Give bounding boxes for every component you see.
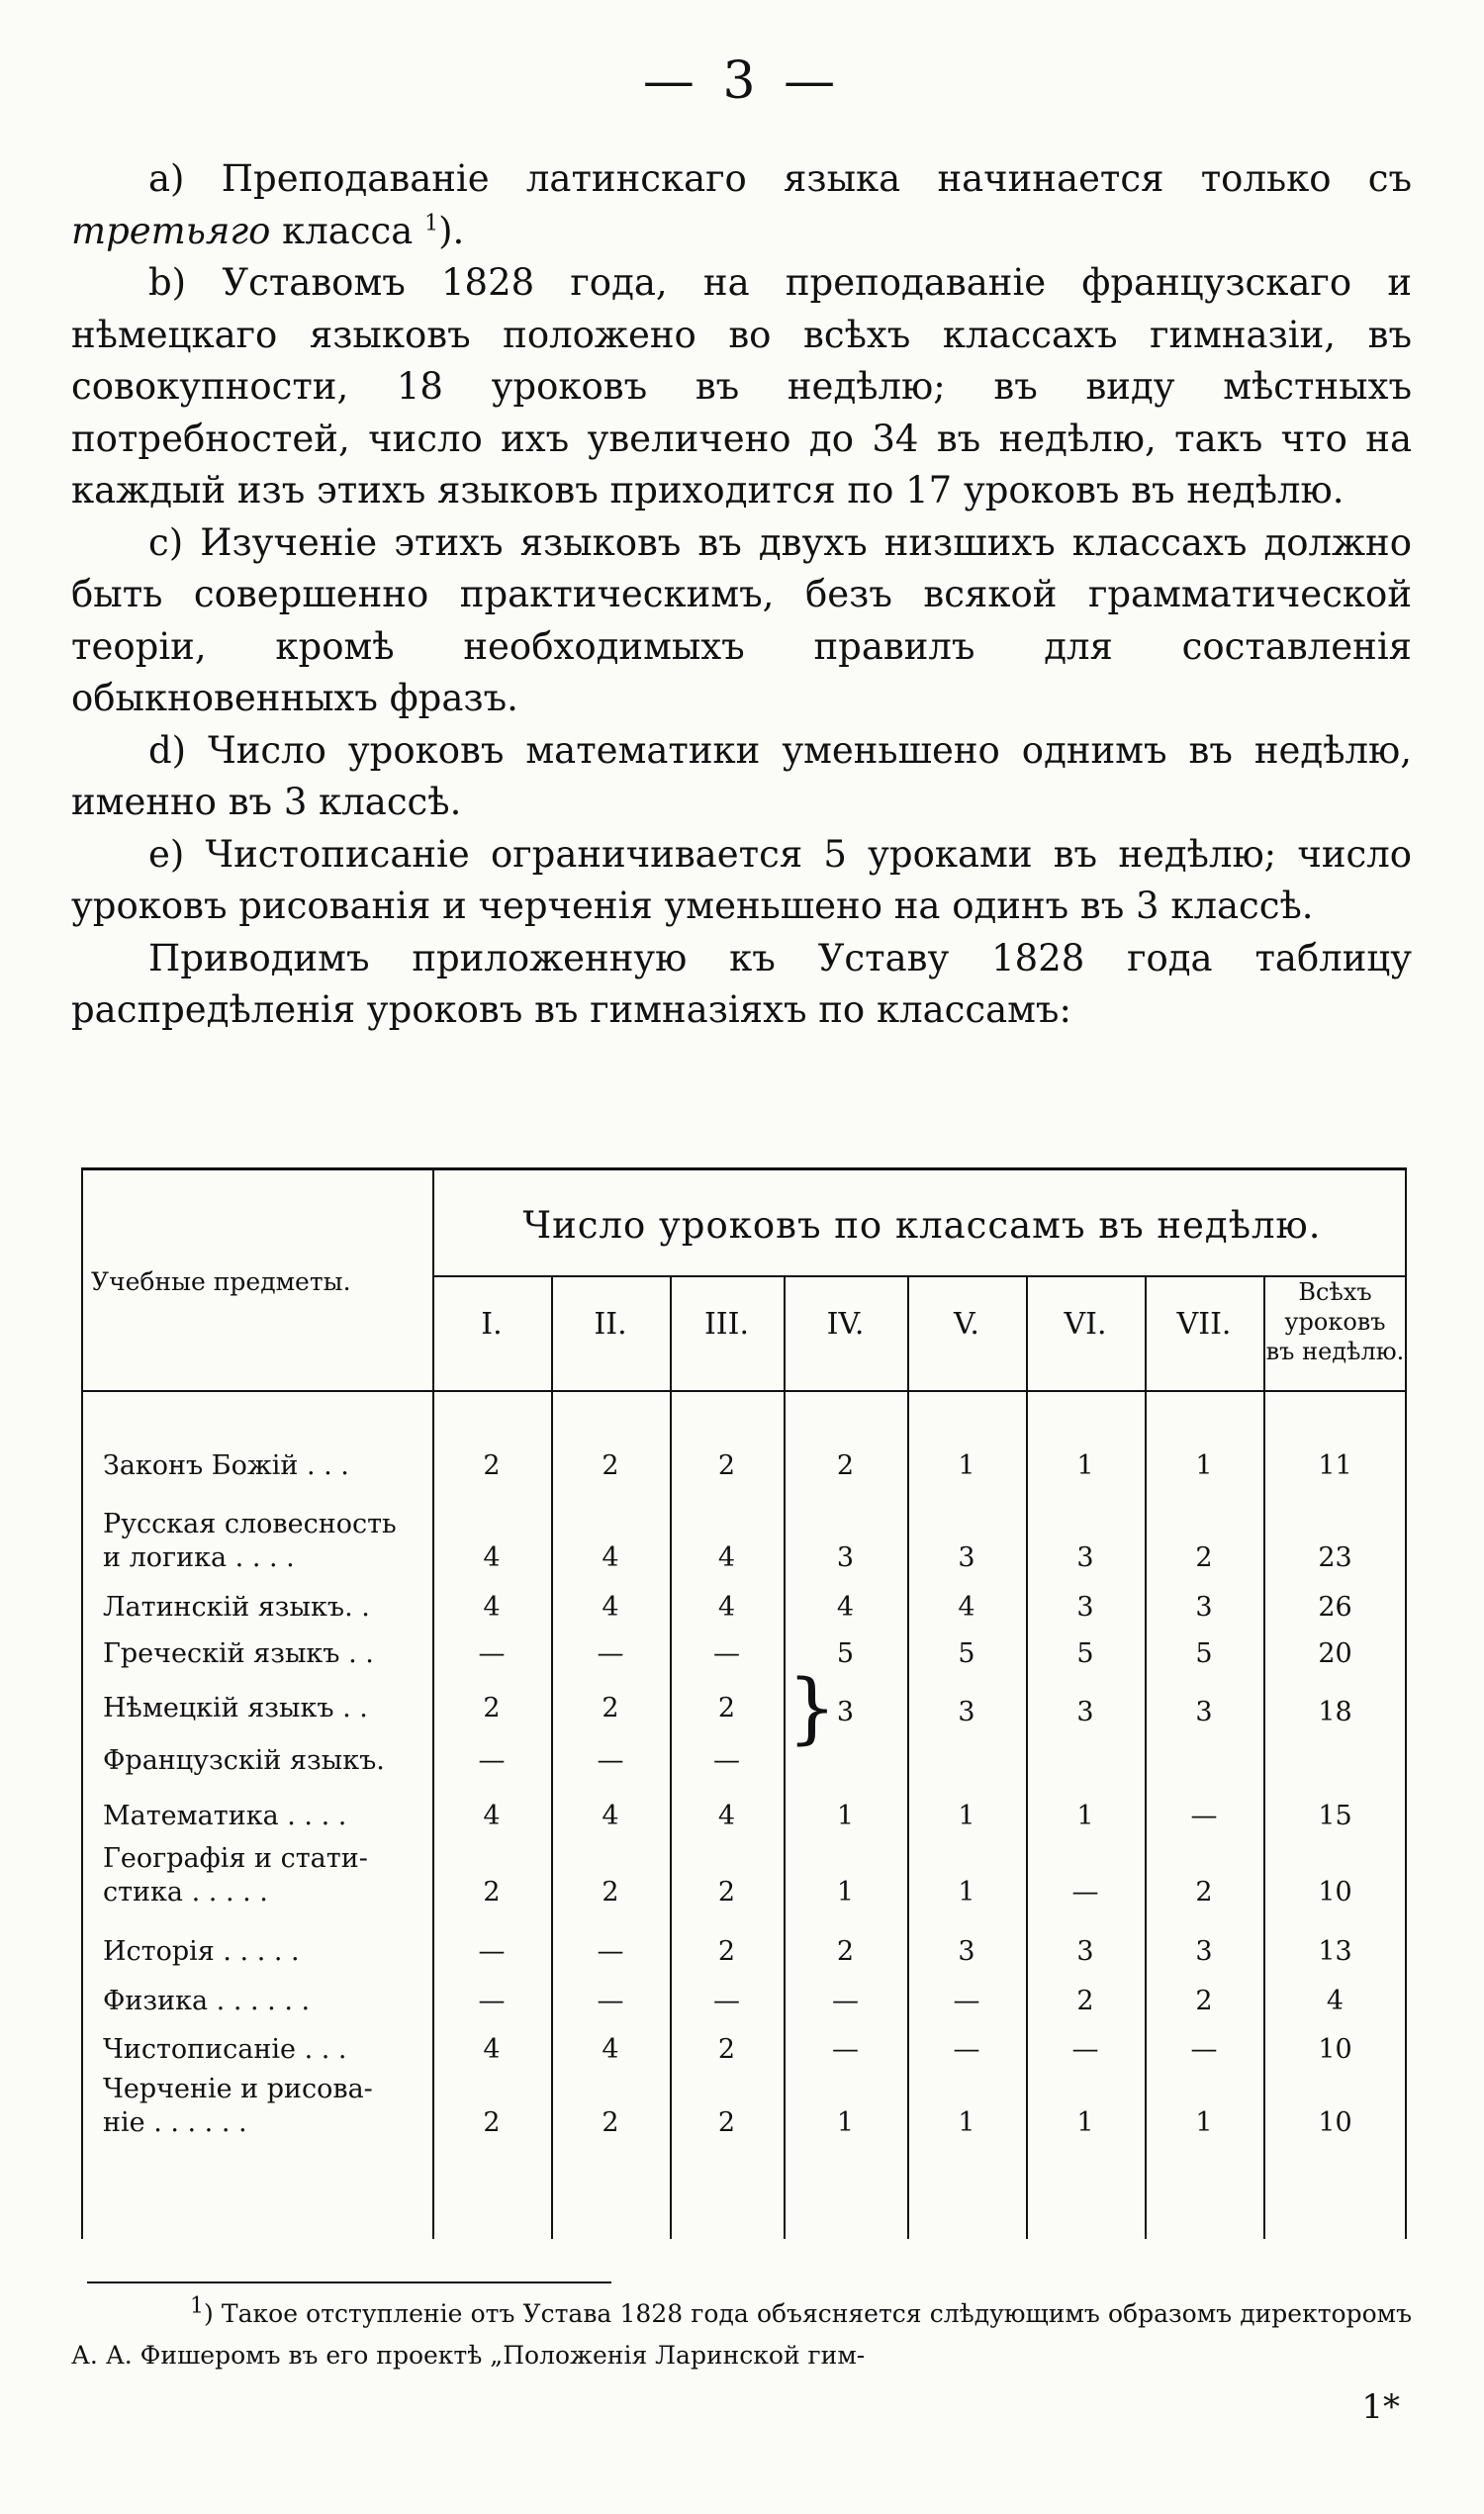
table-cell: — bbox=[1190, 1801, 1218, 1831]
table-cell: — bbox=[713, 1986, 740, 2016]
table-row-label bbox=[103, 2073, 419, 2140]
table-cell: 10 bbox=[1318, 1877, 1352, 1908]
table-cell: — bbox=[597, 1936, 624, 1967]
table-cell: 3 bbox=[1076, 1592, 1094, 1623]
table-cell: 2 bbox=[717, 1936, 736, 1967]
table-column-divider bbox=[907, 1277, 909, 2239]
total-header-line: уроковъ bbox=[1284, 1308, 1386, 1336]
signature-mark: 1* bbox=[1361, 2387, 1400, 2427]
table-cell: 1 bbox=[1195, 2107, 1213, 2138]
column-header-total bbox=[1263, 1277, 1407, 1366]
table-cell: — bbox=[1190, 2034, 1218, 2065]
row-label-line: Исторiя . . . . . bbox=[103, 1936, 300, 1967]
table-header-divider bbox=[432, 1275, 1407, 1277]
table-cell: — bbox=[597, 1986, 624, 2016]
table-cell: 1 bbox=[958, 1877, 975, 1908]
table-row-label bbox=[103, 1591, 419, 1625]
table-cell: 2 bbox=[717, 1693, 736, 1723]
table-cell: 4 bbox=[483, 1592, 501, 1623]
table-cell: 3 bbox=[958, 1697, 975, 1727]
table-cell: 3 bbox=[958, 1936, 975, 1967]
table-cell: 1 bbox=[1076, 1450, 1094, 1481]
table-cell: 10 bbox=[1318, 2107, 1352, 2138]
table-cell: 10 bbox=[1318, 2034, 1352, 2065]
table-cell: 3 bbox=[1195, 1697, 1213, 1727]
footnote-text: ) Такое отступленiе отъ Устава 1828 года объясняется слѣдующимъ образомъ директоромъ А. А. Фишеромъ въ его проектѣ „Положенiя Ларинской гим- bbox=[71, 2299, 1412, 2370]
subject-header: Учебные предметы. bbox=[91, 1267, 351, 1296]
table-row-label bbox=[103, 1637, 419, 1671]
row-label-line: Физика . . . . . . bbox=[103, 1986, 311, 2016]
table-cell: 1 bbox=[1195, 1450, 1213, 1481]
table-cell: 2 bbox=[717, 1877, 736, 1908]
column-header: I. bbox=[481, 1307, 503, 1342]
column-header: VII. bbox=[1176, 1307, 1232, 1342]
footnote-rule bbox=[87, 2281, 611, 2283]
table-cell: 2 bbox=[483, 1877, 501, 1908]
table-cell: 2 bbox=[836, 1450, 855, 1481]
table-cell: 4 bbox=[602, 1592, 619, 1623]
paragraph-d: d) Число уроковъ математики уменьшено однимъ въ недѣлю, именно въ 3 классѣ. bbox=[71, 728, 1412, 823]
table-cell: 4 bbox=[602, 1542, 619, 1573]
table-cell: 2 bbox=[602, 1877, 619, 1908]
table-cell: 4 bbox=[602, 1801, 619, 1831]
table-cell: 2 bbox=[717, 2107, 736, 2138]
table-cell: 13 bbox=[1318, 1936, 1352, 1967]
page-number: — 3 — bbox=[642, 51, 842, 111]
row-label-line: Чистописанiе . . . bbox=[103, 2034, 347, 2065]
table-cell: 1 bbox=[958, 2107, 975, 2138]
paragraph-c: c) Изученiе этихъ языковъ въ двухъ низшихъ классахъ должно быть совершенно практическимъ, безъ всякой грамматической теорiи, кромѣ необходимыхъ правилъ для составленiя обыкновенныхъ фразъ. bbox=[71, 520, 1412, 719]
table-cell: 3 bbox=[1076, 1936, 1094, 1967]
table-cell: — bbox=[953, 1986, 980, 2016]
table-column-divider bbox=[784, 1277, 786, 2239]
table-cell: — bbox=[478, 1745, 506, 1776]
table-cell: 4 bbox=[717, 1801, 736, 1831]
table-cell: 4 bbox=[483, 1801, 501, 1831]
table-cell: 4 bbox=[836, 1592, 855, 1623]
paragraph-a-post: класса bbox=[270, 209, 425, 252]
column-header: III. bbox=[703, 1307, 750, 1342]
paragraph-a-end: ). bbox=[438, 209, 465, 252]
row-label-line: Географiя и стати- bbox=[103, 1843, 368, 1874]
table-cell: 5 bbox=[958, 1638, 975, 1669]
body-text bbox=[71, 153, 1412, 1037]
paragraph-a bbox=[71, 153, 1412, 257]
table-cell: 1 bbox=[836, 1877, 855, 1908]
paragraph-b: b) Уставомъ 1828 года, на преподаванiе французскаго и нѣмецкаго языковъ положено во всѣхъ классахъ гимназiи, въ совокупности, 18 уроковъ въ недѣлю; въ виду мѣстныхъ потребностей, число ихъ увеличено до 34 въ недѣлю, такъ что на каждый изъ этихъ языковъ приходится по 17 уроковъ въ недѣлю. bbox=[71, 261, 1412, 512]
total-header-line: въ недѣлю. bbox=[1265, 1338, 1405, 1365]
table-cell: 4 bbox=[483, 2034, 501, 2065]
table-cell: — bbox=[478, 1936, 506, 1967]
table-cell: 3 bbox=[1076, 1697, 1094, 1727]
table-row-label bbox=[103, 2033, 419, 2067]
table-cell: 2 bbox=[1195, 1542, 1213, 1573]
table-cell: 2 bbox=[483, 2107, 501, 2138]
table-cell: — bbox=[832, 1986, 859, 2016]
table-cell: — bbox=[832, 2034, 859, 2065]
table-cell: — bbox=[478, 1986, 506, 2016]
row-label-line: нiе . . . . . . bbox=[103, 2107, 247, 2138]
table-cell: 3 bbox=[1076, 1542, 1094, 1573]
table-border-vertical bbox=[81, 1170, 83, 2239]
table-cell: — bbox=[1071, 2034, 1099, 2065]
table-cell: 2 bbox=[602, 2107, 619, 2138]
footnote-marker: 1 bbox=[190, 2293, 204, 2319]
table-cell: 4 bbox=[717, 1592, 736, 1623]
table-cell: 2 bbox=[836, 1936, 855, 1967]
table-cell: 5 bbox=[1076, 1638, 1094, 1669]
table-cell: 2 bbox=[1195, 1877, 1213, 1908]
table-cell: 1 bbox=[836, 2107, 855, 2138]
column-header: II. bbox=[594, 1307, 627, 1342]
brace-symbol: } bbox=[788, 1664, 837, 1753]
table-cell: 20 bbox=[1318, 1638, 1352, 1669]
table-cell: — bbox=[597, 1638, 624, 1669]
table-row-label bbox=[103, 1842, 419, 1909]
table-cell: — bbox=[713, 1745, 740, 1776]
paragraph-e: e) Чистописанiе ограничивается 5 уроками въ недѣлю; число уроковъ рисованiя и черченiя уменьшено на одинъ въ 3 классѣ. bbox=[71, 832, 1412, 927]
table-cell: 2 bbox=[483, 1450, 501, 1481]
column-header: IV. bbox=[826, 1307, 865, 1342]
table-header-bottom bbox=[81, 1390, 1407, 1392]
row-label-line: Французскiй языкъ. bbox=[103, 1745, 385, 1776]
table-cell: 2 bbox=[1195, 1986, 1213, 2016]
table-cell: — bbox=[478, 1638, 506, 1669]
table-cell: 2 bbox=[1076, 1986, 1094, 2016]
row-label-line: и логика . . . . bbox=[103, 1542, 295, 1573]
table-cell: 5 bbox=[1195, 1638, 1213, 1669]
table-cell: 1 bbox=[1076, 2107, 1094, 2138]
table-cell: 2 bbox=[602, 1693, 619, 1723]
table-cell: 23 bbox=[1318, 1542, 1352, 1573]
table-column-divider bbox=[1263, 1277, 1265, 2239]
group-header: Число уроковъ по классамъ въ недѣлю. bbox=[522, 1204, 1322, 1247]
table-cell: 18 bbox=[1318, 1697, 1352, 1727]
table-row-label bbox=[103, 1508, 419, 1575]
paragraph-a-text: a) Преподаванiе латинскаго языка начинается только съ bbox=[148, 157, 1412, 200]
table-cell: 3 bbox=[958, 1542, 975, 1573]
row-label-line: Математика . . . . bbox=[103, 1801, 347, 1831]
total-header-line: Всѣхъ bbox=[1298, 1278, 1372, 1306]
table-column-divider bbox=[1026, 1277, 1028, 2239]
table-row-label bbox=[103, 1449, 419, 1483]
row-label-line: Законъ Божiй . . . bbox=[103, 1450, 349, 1481]
table-cell: — bbox=[953, 2034, 980, 2065]
table-cell: 15 bbox=[1318, 1801, 1352, 1831]
table-cell: 1 bbox=[958, 1801, 975, 1831]
table-cell: 2 bbox=[717, 1450, 736, 1481]
table-cell: 1 bbox=[958, 1450, 975, 1481]
row-label-line: Русская словесность bbox=[103, 1509, 397, 1539]
table-row-label bbox=[103, 1692, 419, 1725]
table-cell: 26 bbox=[1318, 1592, 1352, 1623]
paragraph-a-italic: третьяго bbox=[71, 209, 271, 252]
table-cell: 4 bbox=[717, 1542, 736, 1573]
table-cell: 5 bbox=[836, 1638, 855, 1669]
table-column-divider bbox=[1145, 1277, 1147, 2239]
table-cell: 1 bbox=[1076, 1801, 1094, 1831]
table-row-label bbox=[103, 1800, 419, 1833]
table-cell: 4 bbox=[958, 1592, 975, 1623]
footnote bbox=[71, 2293, 1412, 2376]
table-cell: 11 bbox=[1318, 1450, 1352, 1481]
table-cell: 3 bbox=[1195, 1936, 1213, 1967]
table-cell: 2 bbox=[602, 1450, 619, 1481]
table-cell: — bbox=[1071, 1877, 1099, 1908]
table-cell: 4 bbox=[602, 2034, 619, 2065]
table-cell: 1 bbox=[836, 1801, 855, 1831]
paragraph-intro: Приводимъ приложенную къ Уставу 1828 года таблицу распредѣленiя уроковъ въ гимназiяхъ по классамъ: bbox=[71, 936, 1412, 1031]
table-cell: 4 bbox=[1326, 1986, 1345, 2016]
table-cell: — bbox=[713, 1638, 740, 1669]
table-cell: — bbox=[597, 1745, 624, 1776]
row-label-line: Нѣмецкiй языкъ . . bbox=[103, 1693, 368, 1723]
row-label-line: Латинскiй языкъ. . bbox=[103, 1592, 370, 1623]
table-row-label bbox=[103, 1935, 419, 1969]
row-label-line: Греческiй языкъ . . bbox=[103, 1638, 374, 1669]
footnote-paragraph bbox=[71, 2293, 1412, 2376]
table-row-label bbox=[103, 1985, 419, 2018]
footnote-ref: 1 bbox=[424, 211, 439, 236]
table-cell: 3 bbox=[836, 1542, 855, 1573]
column-header: V. bbox=[954, 1307, 979, 1342]
table-cell: 3 bbox=[1195, 1592, 1213, 1623]
table-cell: 2 bbox=[483, 1693, 501, 1723]
column-header: VI. bbox=[1064, 1307, 1107, 1342]
table-cell: 4 bbox=[483, 1542, 501, 1573]
table-cell: 3 bbox=[836, 1697, 855, 1727]
row-label-line: стика . . . . . bbox=[103, 1877, 268, 1908]
table-row-label bbox=[103, 1744, 419, 1778]
lessons-table bbox=[81, 1167, 1407, 2239]
row-label-line: Черченiе и рисова- bbox=[103, 2074, 373, 2104]
table-cell: 2 bbox=[717, 2034, 736, 2065]
